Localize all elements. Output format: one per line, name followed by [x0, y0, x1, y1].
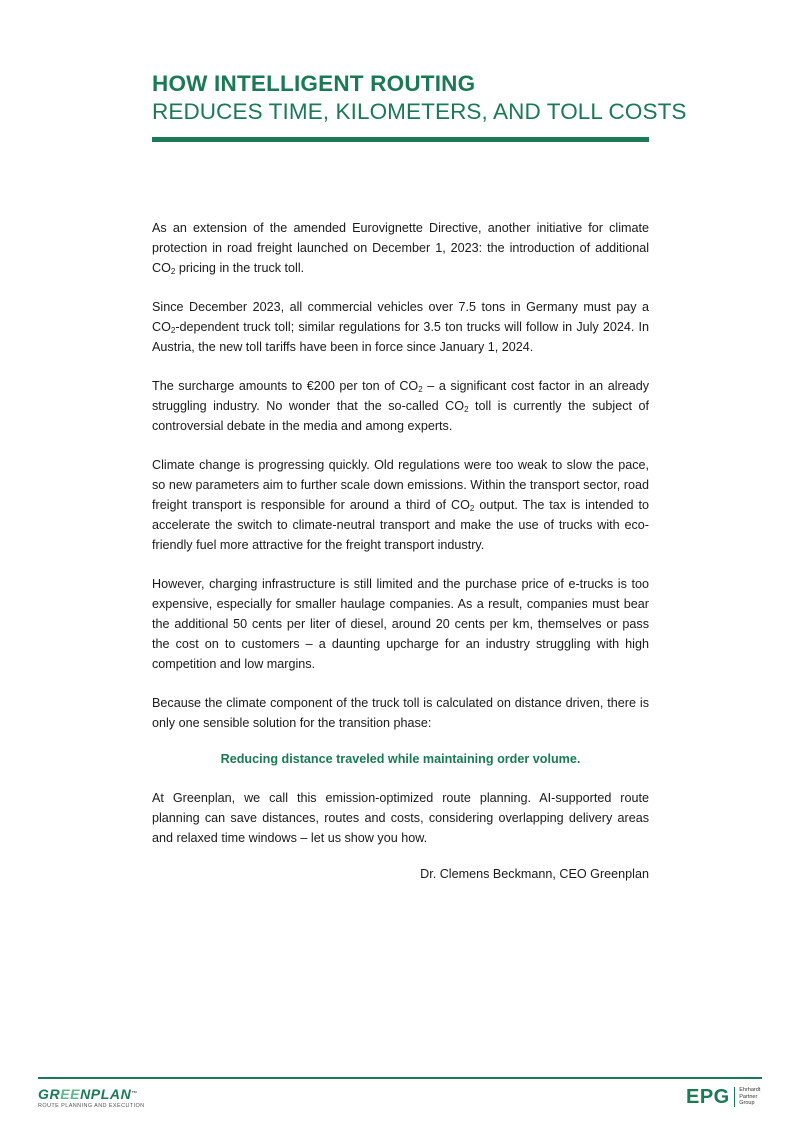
epg-logo: [686, 1086, 760, 1108]
paragraph-2: Since December 2023, all commercial vehicles over 7.5 tons in Germany must pay a $CO_2$-dependent truck toll; similar regulations for 3.5 ton trucks will follow in July 2024. In Austria, the new toll tariffs have been in force since January 1, 2024.: [152, 300, 649, 354]
paragraph-3: The surcharge amounts to €200 per ton of $CO_2$ – a significant cost factor in an already struggling industry. No wonder that the so-called $CO_2$ toll is currently the subject of controversial debate in the media and among experts.: [152, 379, 650, 433]
epg-company-name: Ehrhardt Partner Group: [739, 1087, 761, 1107]
epg-separator: [734, 1087, 736, 1107]
article-body: [152, 218, 649, 903]
subscript-2: 2: [418, 385, 423, 394]
callout-statement: Reducing distance traveled while maintaining order volume.: [220, 752, 581, 766]
document-header: [152, 70, 687, 126]
greenplan-wordmark: GREENPLAN™: [38, 1086, 138, 1102]
subscript-2: 2: [170, 326, 176, 335]
paragraph-5: However, charging infrastructure is still limited and the purchase price of e-trucks is too expensive, especially for smaller haulage companies. As a result, companies must bear the additional 50 cents per liter of diesel, around 20 cents per km, themselves or pass the cost on to customers – a daunting upcharge for an industry struggling with high competition and low margins.: [152, 577, 649, 671]
subscript-2: 2: [469, 504, 475, 513]
footer-divider: [38, 1077, 762, 1079]
paragraph-4: Climate change is progressing quickly. Old regulations were too weak to slow the pace, so new parameters aim to further scale down emissions. Within the transport sector, road freight transport is responsible for around a third of $CO_2$ output. The tax is intended to accelerate the switch to climate-neutral transport and make the use of trucks with eco-friendly fuel more attractive for the freight transport industry.: [152, 458, 649, 552]
title-divider: [152, 137, 649, 142]
page-subtitle: REDUCES TIME, KILOMETERS, AND TOLL COSTS: [152, 99, 687, 124]
subscript-2: 2: [464, 405, 469, 414]
greenplan-logo: [38, 1087, 145, 1110]
epg-mark: EPG: [686, 1086, 730, 1108]
paragraph-1: As an extension of the amended Eurovignette Directive, another initiative for climate protection in road freight launched on December 1, 2023: the introduction of additional $CO_2$ pricing in the truck toll.: [152, 221, 649, 276]
subscript-2: 2: [170, 267, 176, 276]
page-title: HOW INTELLIGENT ROUTING: [152, 71, 476, 96]
author-signature: Dr. Clemens Beckmann, CEO Greenplan: [420, 867, 649, 881]
greenplan-tagline: ROUTE PLANNING AND EXECUTION: [38, 1103, 145, 1109]
paragraph-6: Because the climate component of the truck toll is calculated on distance driven, there is only one sensible solution for the transition phase:: [152, 696, 649, 730]
paragraph-7: At Greenplan, we call this emission-optimized route planning. AI-supported route planning can save distances, routes and costs, considering overlapping delivery areas and relaxed time windows – let us show you how.: [152, 791, 649, 845]
